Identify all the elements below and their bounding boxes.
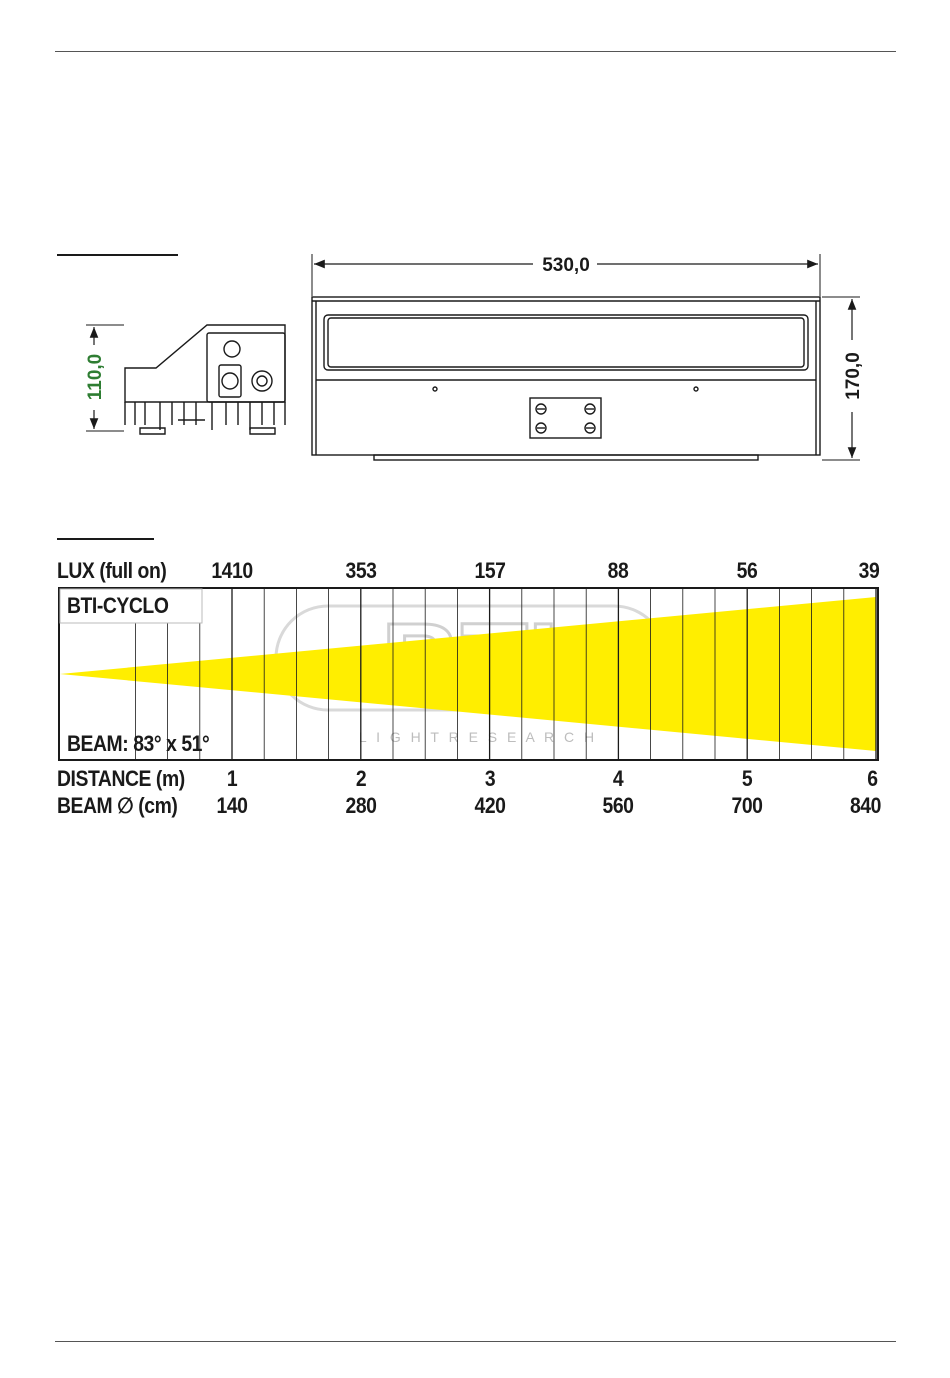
lux-value: 157	[474, 558, 506, 583]
lux-value: 1410	[211, 558, 253, 583]
distance-value: 6	[867, 766, 878, 791]
lux-value: 353	[345, 558, 377, 583]
front-height-label: 170,0	[843, 352, 864, 400]
distance-label: DISTANCE (m)	[57, 766, 185, 791]
beam-angle-label: BEAM: 83° x 51°	[67, 731, 210, 756]
lux-value: 88	[608, 558, 629, 583]
lux-value: 39	[858, 558, 880, 583]
beam-diameter-value: 560	[602, 793, 634, 818]
beam-diameter-label: BEAM ∅ (cm)	[57, 793, 178, 818]
distance-value: 3	[484, 766, 495, 791]
beam-diameter-value: 280	[345, 793, 377, 818]
model-label: BTI-CYCLO	[67, 593, 169, 618]
beam-diameter-value: 140	[216, 793, 248, 818]
watermark-text: L I G H T R E S E A R C H	[358, 729, 598, 745]
width-label: 530,0	[542, 255, 590, 276]
beam-diameter-value: 420	[474, 793, 506, 818]
distance-value: 2	[355, 766, 366, 791]
beam-diameter-value: 700	[731, 793, 763, 818]
side-height-label: 110,0	[85, 353, 106, 401]
lux-value: 56	[736, 558, 758, 583]
lux-label: LUX (full on)	[57, 558, 167, 583]
distance-value: 5	[742, 766, 753, 791]
distance-value: 1	[226, 766, 238, 791]
beam-diameter-value: 840	[849, 793, 881, 818]
distance-value: 4	[613, 766, 624, 791]
